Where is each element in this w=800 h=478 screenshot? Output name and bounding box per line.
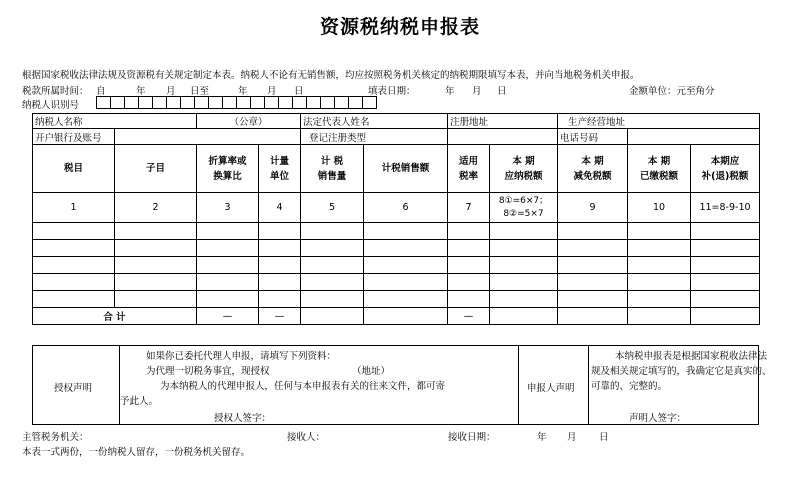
data-cell[interactable]	[691, 274, 760, 291]
footer-authority: 主管税务机关：	[22, 432, 89, 443]
taxpayer-id-digit-box[interactable]	[362, 96, 377, 109]
column-header-line-2: 减免税额	[573, 170, 612, 182]
bank-field[interactable]	[115, 129, 301, 145]
column-header-line-2: 补(退)税额	[701, 170, 749, 182]
phone-field[interactable]	[628, 129, 760, 145]
amount-unit: 金额单位：元至角分	[629, 86, 715, 97]
footer-year: 年	[537, 432, 547, 443]
decl-line-2: 规及相关规定填写的，我确定它是真实的、	[591, 366, 772, 377]
decl-sign: 声明人签字：	[629, 413, 687, 424]
data-cell[interactable]	[115, 257, 197, 274]
decl-text-cell	[588, 345, 772, 425]
total-cell[interactable]	[558, 308, 628, 325]
footer-day: 日	[599, 432, 609, 443]
data-cell[interactable]	[259, 257, 301, 274]
data-cell[interactable]	[628, 274, 691, 291]
data-cell[interactable]	[115, 291, 197, 308]
data-cell[interactable]	[448, 291, 490, 308]
total-cell[interactable]	[490, 308, 558, 325]
intro-text: 根据国家税收法律法规及资源税有关规定制定本表。纳税人不论有无销售额，均应按照税务机关核定的纳税期限填写本表，并向当地税务机关申报。	[22, 70, 640, 81]
data-cell[interactable]	[115, 240, 197, 257]
taxpayer-id-digit-box[interactable]	[180, 96, 195, 109]
taxpayer-id-digit-box[interactable]	[348, 96, 363, 109]
column-number: 5	[301, 193, 364, 223]
column-header-line-2: 应纳税额	[504, 170, 543, 182]
data-cell[interactable]	[448, 257, 490, 274]
data-row	[33, 240, 760, 257]
data-cell[interactable]	[33, 291, 115, 308]
data-cell[interactable]	[259, 240, 301, 257]
data-cell[interactable]	[33, 240, 115, 257]
column-header-line-2: 销售量	[317, 170, 347, 182]
data-cell[interactable]	[490, 223, 558, 240]
data-cell[interactable]	[197, 223, 259, 240]
data-cell[interactable]	[197, 291, 259, 308]
data-cell[interactable]	[259, 223, 301, 240]
auth-label: 授权声明	[54, 383, 93, 394]
data-cell[interactable]	[691, 257, 760, 274]
column-number-row	[33, 193, 760, 223]
taxpayer-id-digit-box[interactable]	[250, 96, 265, 109]
column-header-line-2: 税率	[458, 170, 478, 182]
column-header-line-1: 计 税	[320, 155, 344, 167]
data-cell[interactable]	[691, 223, 760, 240]
data-cell[interactable]	[490, 291, 558, 308]
total-cell[interactable]	[628, 308, 691, 325]
auth-address: （地址）	[352, 366, 391, 377]
column-number: 3	[197, 193, 259, 223]
data-row	[33, 291, 760, 308]
taxpayer-id-digit-box[interactable]	[138, 96, 153, 109]
column-header-line-2: 换算比	[213, 170, 242, 182]
auth-line-3: 为本纳税人的代理申报人，任何与本申报表有关的往来文件，都可寄	[160, 381, 446, 392]
bank-label: 开户银行及账号	[33, 129, 115, 145]
taxpayer-name-label: 纳税人名称	[33, 114, 115, 129]
taxpayer-id-digit-box[interactable]	[96, 96, 111, 109]
period-year-1: 年	[136, 86, 146, 97]
column-header-line-1: 税目	[63, 163, 83, 174]
data-cell[interactable]	[364, 240, 448, 257]
data-cell[interactable]	[628, 223, 691, 240]
column-header-row	[33, 145, 760, 193]
column-number: 1	[33, 193, 115, 223]
column-header-line-2: 已缴税额	[639, 170, 678, 182]
total-row	[33, 308, 760, 325]
taxpayer-id-digit-box[interactable]	[320, 96, 335, 109]
declaration-section	[32, 345, 772, 425]
tax-table	[32, 113, 760, 325]
column-header	[628, 145, 691, 193]
footer-recv-date: 接收日期：	[448, 432, 496, 443]
data-cell[interactable]	[259, 274, 301, 291]
taxpayer-id-digit-box[interactable]	[166, 96, 181, 109]
phone-label: 电话号码	[558, 129, 628, 145]
data-cell[interactable]	[115, 223, 197, 240]
data-cell[interactable]	[691, 240, 760, 257]
decl-line-1: 本纳税申报表是根据国家税收法律法	[615, 351, 768, 362]
column-header	[490, 145, 558, 193]
column-header	[33, 145, 115, 193]
data-row	[33, 274, 760, 291]
data-cell[interactable]	[628, 240, 691, 257]
fill-date-day: 日	[497, 86, 507, 97]
taxpayer-id-digit-box[interactable]	[278, 96, 293, 109]
total-dash-2: —	[259, 308, 301, 325]
auth-text-cell	[119, 345, 519, 425]
data-cell[interactable]	[490, 240, 558, 257]
data-cell[interactable]	[33, 274, 115, 291]
column-header-line-1: 本 期	[647, 155, 671, 167]
taxpayer-id-digit-box[interactable]	[208, 96, 223, 109]
data-cell[interactable]	[364, 274, 448, 291]
taxpayer-id-digit-box[interactable]	[194, 96, 209, 109]
data-cell[interactable]	[558, 223, 628, 240]
column-header	[691, 145, 760, 193]
footer-receiver: 接收人：	[287, 432, 326, 443]
data-cell[interactable]	[448, 274, 490, 291]
data-cell[interactable]	[558, 291, 628, 308]
total-cell[interactable]	[364, 308, 448, 325]
column-number	[490, 193, 558, 223]
column-header	[558, 145, 628, 193]
seal-label: （公章）	[197, 114, 301, 129]
taxpayer-id-digit-box[interactable]	[306, 96, 321, 109]
fill-date-year: 年	[445, 86, 455, 97]
footer-month: 月	[567, 432, 577, 443]
taxpayer-id-digit-box[interactable]	[334, 96, 349, 109]
period-day-2: 日	[294, 86, 304, 97]
period-month-2: 月	[267, 86, 277, 97]
data-cell[interactable]	[691, 291, 760, 308]
taxpayer-id-digit-box[interactable]	[124, 96, 139, 109]
total-dash-1: —	[197, 308, 259, 325]
column-number: 7	[448, 193, 490, 223]
total-cell[interactable]	[691, 308, 760, 325]
period-year-2: 年	[238, 86, 248, 97]
total-dash-3: —	[448, 308, 490, 325]
biz-address-label: 生产经营地址	[558, 114, 760, 129]
column-number: 4	[259, 193, 301, 223]
column-header	[259, 145, 301, 193]
formula-line-2: 8②=5×7	[503, 208, 544, 219]
data-cell[interactable]	[301, 291, 364, 308]
data-cell[interactable]	[115, 274, 197, 291]
data-cell[interactable]	[490, 274, 558, 291]
info-row-2	[33, 129, 760, 145]
data-cell[interactable]	[448, 240, 490, 257]
reg-type-label: 登记注册类型	[301, 129, 448, 145]
total-label: 合 计	[33, 308, 197, 325]
data-cell[interactable]	[33, 223, 115, 240]
taxpayer-id-digit-box[interactable]	[264, 96, 279, 109]
data-cell[interactable]	[301, 240, 364, 257]
data-cell[interactable]	[364, 291, 448, 308]
page-title: 资源税纳税申报表	[319, 16, 480, 38]
period-month-1: 月	[166, 86, 176, 97]
column-header-line-2: 单位	[269, 170, 289, 182]
data-cell[interactable]	[259, 291, 301, 308]
auth-label-cell	[32, 345, 120, 425]
column-number: 10	[628, 193, 691, 223]
decl-line-3: 可靠的、完整的。	[591, 381, 668, 392]
column-number: 9	[558, 193, 628, 223]
data-cell[interactable]	[364, 257, 448, 274]
fill-date-month: 月	[472, 86, 482, 97]
data-cell[interactable]	[558, 274, 628, 291]
data-cell[interactable]	[558, 240, 628, 257]
footer-note: 本表一式两份，一份纳税人留存，一份税务机关留存。	[22, 447, 251, 458]
data-row	[33, 257, 760, 274]
column-header	[197, 145, 259, 193]
info-row-1	[33, 114, 760, 129]
data-cell[interactable]	[301, 257, 364, 274]
data-row	[33, 223, 760, 240]
column-header-line-1: 本 期	[512, 155, 535, 167]
decl-label-cell	[518, 345, 589, 425]
taxpayer-id-digit-box[interactable]	[292, 96, 307, 109]
data-cell[interactable]	[558, 257, 628, 274]
reg-type-field[interactable]	[448, 129, 558, 145]
period-label: 税款所属时间：	[22, 86, 89, 97]
column-header-line-1: 适用	[458, 155, 478, 167]
data-cell[interactable]	[628, 257, 691, 274]
data-cell[interactable]	[197, 274, 259, 291]
column-header-line-1: 折算率或	[208, 155, 247, 167]
legal-rep-label: 法定代表人姓名	[301, 114, 448, 129]
column-header	[301, 145, 364, 193]
column-number: 2	[115, 193, 197, 223]
data-cell[interactable]	[490, 257, 558, 274]
data-cell[interactable]	[301, 274, 364, 291]
taxpayer-name-field[interactable]	[115, 114, 197, 129]
data-cell[interactable]	[33, 257, 115, 274]
column-header	[364, 145, 448, 193]
column-header-line-1: 本期应	[710, 155, 740, 167]
period-day-to: 日至	[190, 86, 210, 97]
data-cell[interactable]	[197, 257, 259, 274]
column-header-line-1: 本 期	[581, 155, 604, 167]
column-header-line-1: 计量	[269, 155, 289, 167]
formula-line-1: 8①=6×7；	[498, 195, 549, 206]
column-number: 11=8-9-10	[691, 193, 760, 223]
data-cell[interactable]	[197, 240, 259, 257]
auth-line-2: 为代理一切税务事宜，现授权	[146, 366, 270, 377]
column-header	[115, 145, 197, 193]
auth-sign: 授权人签字：	[214, 413, 272, 424]
auth-line-1: 如果你已委托代理人申报，请填写下列资料：	[146, 351, 337, 362]
data-cell[interactable]	[364, 223, 448, 240]
column-header-line-1: 计税销售额	[381, 163, 430, 174]
taxpayer-id-label: 纳税人识别号	[22, 100, 80, 111]
reg-address-label: 注册地址	[448, 114, 558, 129]
taxpayer-id-digit-box[interactable]	[236, 96, 251, 109]
period-from: 自	[96, 86, 106, 97]
column-header-line-1: 子目	[145, 163, 165, 174]
data-cell[interactable]	[448, 223, 490, 240]
taxpayer-id-digit-box[interactable]	[152, 96, 167, 109]
taxpayer-id-digit-box[interactable]	[222, 96, 237, 109]
column-header	[448, 145, 490, 193]
fill-date-label: 填表日期：	[368, 86, 416, 97]
data-cell[interactable]	[301, 223, 364, 240]
data-cell[interactable]	[628, 291, 691, 308]
column-number: 6	[364, 193, 448, 223]
auth-line-4: 予此人。	[120, 396, 159, 407]
decl-label: 申报人声明	[527, 383, 575, 394]
total-cell[interactable]	[301, 308, 364, 325]
taxpayer-id-digit-box[interactable]	[110, 96, 125, 109]
